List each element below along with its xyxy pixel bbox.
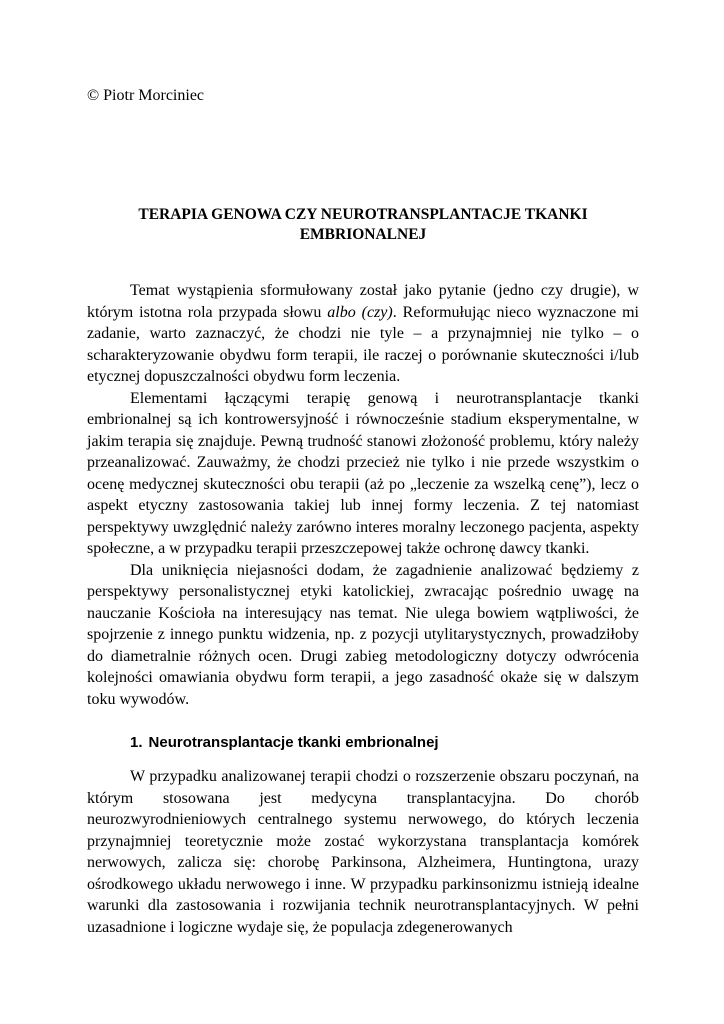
section-1-number: 1.: [130, 734, 143, 751]
section-1-heading: [130, 733, 439, 753]
section-1-title: Neurotransplantacje tkanki embrionalnej: [148, 734, 439, 751]
paragraph-2: Elementami łączącymi terapię genową i neurotransplantacje tkanki embrionalnej są ich kontrowersyjność i równocześnie stadium eksperymentalne, w jakim terapia się znajduje. Pewną trudność stanowi złożoność problemu, który należy przeanalizować. Zauważmy, że chodzi przecież nie tylko i nie przede wszystkim o ocenę medycznej skuteczności obu terapii (aż po „leczenie za wszelką cenę”), lecz o aspekt etyczny zastosowania takiej lub innej formy leczenia. Z tej natomiast perspektywy uwzględnić należy zarówno interes moralny leczonego pacjenta, aspekty społeczne, a w przypadku terapii przeszczepowej także ochronę dawcy tkanki.: [87, 389, 639, 557]
title-line-2: EMBRIONALNEJ: [299, 226, 427, 243]
introduction: [87, 280, 639, 710]
paragraph-1-text-c: . Reformułując nieco wyznaczone mi zadanie, warto zaznaczyć, że chodzi nie tyle – a przynajmniej nie tylko – o scharakteryzowanie obydwu form terapii, ile raczej o porównanie skuteczności i/lub etycznej dopuszczalności obydwu form leczenia.: [87, 303, 639, 385]
section-1-paragraph-1: W przypadku analizowanej terapii chodzi o rozszerzenie obszaru poczynań, na którym stosowana jest medycyna transplantacyjna. Do chorób neurozwyrodnieniowych centralnego systemu nerwowego, do których leczenia przynajmniej teoretycznie może zostać wykorzystana transplantacja komórek nerwowych, zalicza się: chorobę Parkinsona, Alzheimera, Huntingtona, urazy ośrodkowego układu nerwowego i inne. W przypadku parkinsonizmu istnieją idealne warunki dla zastosowania i rozwijania technik neurotransplantacyjnych. W pełni uzasadnione i logiczne wydaje się, że populacja zdegenerowanych: [87, 768, 639, 936]
paragraph-1: [87, 280, 639, 388]
section-1-body: [87, 766, 639, 938]
title-line-1: TERAPIA GENOWA CZY NEUROTRANSPLANTACJE TKANKI: [138, 206, 588, 223]
document-title: [87, 205, 639, 245]
paragraph-1-emphasis: albo (czy): [327, 303, 393, 321]
copyright-notice: © Piotr Morciniec: [87, 87, 205, 104]
paragraph-1-text-a: Temat wystąpienia sformułowany został jako pytanie (jedno czy drugie), w którym istotna rola przypada słowu: [87, 282, 639, 321]
paragraph-3: Dla uniknięcia niejasności dodam, że zagadnienie analizować będziemy z perspektywy personalistycznej etyki katolickiej, zwracając pośrednio uwagę na nauczanie Kościoła na interesujący nas temat. Nie ulega bowiem wątpliwości, że spojrzenie z innego punktu widzenia, np. z pozycji utylitarystycznych, prowadziłoby do diametralnie różnych ocen. Drugi zabieg metodologiczny dotyczy odwrócenia kolejności omawiania obydwu form terapii, a jego zasadność okaże się w dalszym toku wywodów.: [87, 561, 639, 708]
